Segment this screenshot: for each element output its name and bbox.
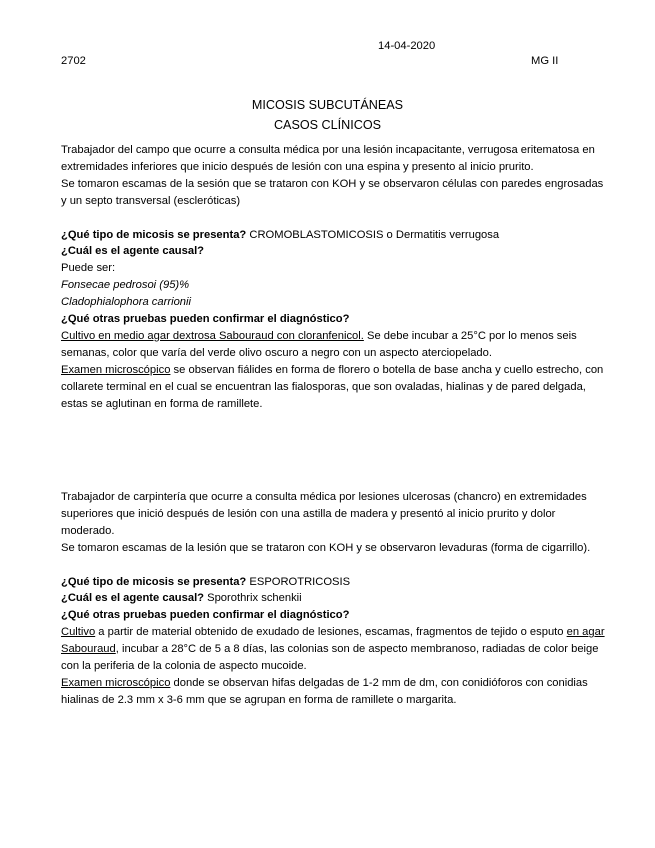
culture-label: Cultivo en medio agar dextrosa Sabouraud con cloranfenicol.: [61, 329, 364, 342]
question-text: ¿Qué tipo de micosis se presenta?: [61, 575, 247, 588]
culture-text-continued: , incubar a 28°C de 5 a 8 días, las colonias son de aspecto membranoso, radiadas de color beige con la periferia de la colonia de aspecto mucoide.: [61, 643, 599, 673]
page-subtitle: CASOS CLÍNICOS: [273, 118, 382, 132]
case-1-question-3: ¿Qué otras pruebas pueden confirmar el diagnóstico?: [61, 313, 350, 326]
case-2-question-2: [61, 590, 606, 607]
case-2: [61, 489, 606, 709]
answer-text: CROMOBLASTOMICOSIS o Dermatitis verrugosa: [246, 228, 500, 241]
case-1-sample: Se tomaron escamas de la sesión que se trataron con KOH y se observaron células con paredes engrosadas y un septo transversal (escleróticas): [61, 177, 604, 207]
culture-label: Cultivo: [61, 626, 96, 639]
case-1-culture: [61, 328, 606, 362]
case-2-question-1: [61, 574, 606, 591]
case-2-culture: [61, 624, 606, 675]
case-1-question-2: ¿Cuál es el agente causal?: [61, 245, 205, 258]
case-1-agent-2: Cladophialophora carrionii: [61, 296, 191, 309]
case-2-description: Trabajador de carpintería que ocurre a consulta médica por lesiones ulcerosas (chancro) en extremidades superiores que inició después de lesión con una astilla de madera y presentó al inicio prurito y dolor moderado.: [61, 491, 587, 537]
answer-text: ESPOROTRICOSIS: [246, 575, 351, 588]
page-title: MICOSIS SUBCUTÁNEAS: [251, 98, 404, 112]
microscopy-label: Examen microscópico: [61, 676, 171, 689]
case-1: [61, 142, 606, 412]
case-1-agent-1: Fonsecae pedrosoi (95)%: [61, 279, 190, 292]
header-course: MG II: [531, 55, 559, 67]
case-1-answer-2-intro: Puede ser:: [61, 262, 116, 275]
header-code: 2702: [61, 55, 86, 67]
microscopy-text: se observan fiálides en forma de florero o botella de base ancha y cuello estrecho, con collarete terminal en el cual se encuentran las fialosporas, que son ovaladas, hialinas y de pared delgada, estas se aglutinan en forma de ramillete.: [61, 363, 604, 410]
culture-text: Se debe incubar a 25°C por lo menos seis semanas, color que varía del verde olivo oscuro a negro con un aspecto aterciopelado.: [61, 329, 577, 359]
header-date: 14-04-2020: [378, 40, 436, 52]
case-1-microscopy: [61, 362, 606, 413]
case-1-question-1: [61, 227, 606, 244]
culture-text: a partir de material obtenido de exudado de lesiones, escamas, fragmentos de tejido o esputo: [95, 626, 567, 639]
question-text: ¿Qué tipo de micosis se presenta?: [61, 228, 247, 241]
answer-text: Sporothrix schenkii: [204, 592, 302, 605]
case-2-question-3: ¿Qué otras pruebas pueden confirmar el diagnóstico?: [61, 609, 350, 622]
case-2-sample: Se tomaron escamas de la lesión que se trataron con KOH y se observaron levaduras (forma de cigarrillo).: [61, 541, 591, 554]
microscopy-text: donde se observan hifas delgadas de 1-2 mm de dm, con conidióforos con conidias hialinas de 2.3 mm x 3-6 mm que se agrupan en forma de ramillete o margarita.: [61, 676, 588, 706]
question-text: ¿Cuál es el agente causal?: [61, 592, 205, 605]
case-1-description: Trabajador del campo que ocurre a consulta médica por una lesión incapacitante, verrugosa eritematosa en extremidades inferiores que inicio después de lesión con una espina y presento al inicio prurito.: [61, 144, 595, 173]
culture-medium-label: en agar Sabouraud: [61, 626, 605, 656]
case-2-microscopy: [61, 675, 606, 709]
microscopy-label: Examen microscópico: [61, 363, 171, 376]
